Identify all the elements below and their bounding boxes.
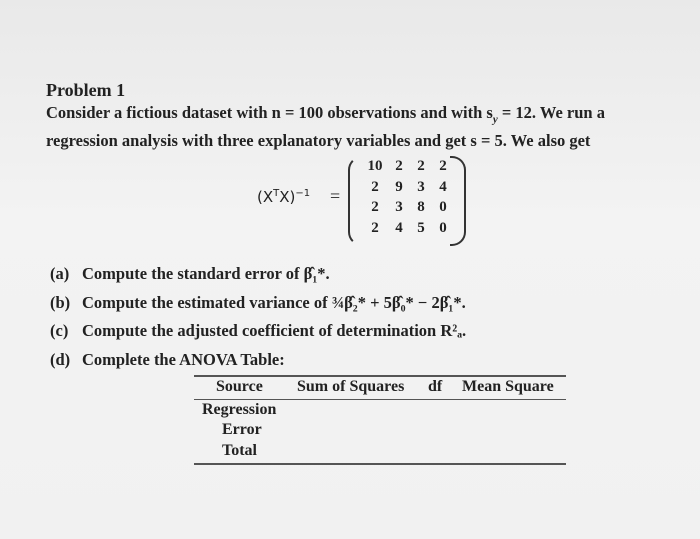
- header-ss: Sum of Squares: [297, 378, 405, 395]
- header-source: Source: [216, 378, 263, 395]
- intro-subscript: y: [492, 113, 498, 126]
- lhs-sup: T: [273, 188, 280, 199]
- question-list: [50, 260, 466, 374]
- question-text: Compute the estimated variance of ¾β̂₂* + 5β̂₀* − 2β̂₁*.: [82, 292, 466, 312]
- matrix-cell: 4: [439, 178, 447, 195]
- table-bottom-rule: [194, 463, 566, 465]
- table-header-rule: [194, 399, 566, 400]
- matrix-cell: 4: [395, 219, 403, 236]
- matrix-cell: 5: [417, 219, 425, 236]
- matrix-cell: 2: [439, 158, 447, 174]
- matrix-cell: 10: [367, 158, 383, 174]
- question-item: [50, 289, 466, 318]
- question-label: (d): [50, 349, 71, 369]
- matrix-cell: 0: [439, 219, 447, 236]
- question-text: Compute the standard error of β̂₁*.: [82, 264, 330, 283]
- question-text: Compute the adjusted coefficient of determination R²ₐ.: [82, 321, 467, 340]
- matrix-cell: 3: [417, 178, 425, 195]
- row-total: Total: [222, 442, 257, 459]
- matrix-cell: 2: [417, 158, 425, 174]
- matrix: [348, 156, 466, 242]
- lhs-tail: X): [279, 188, 296, 206]
- intro-line-2: regression analysis with three explanatory variables and get s = 5. We also get: [46, 131, 591, 151]
- matrix-cell: 2: [371, 219, 379, 236]
- matrix-grid: [362, 158, 454, 240]
- question-label: (a): [50, 264, 70, 283]
- question-text: Complete the ANOVA Table:: [82, 349, 285, 369]
- matrix-cell: 2: [371, 199, 379, 215]
- equals-sign: =: [330, 186, 341, 206]
- table-top-rule: [194, 375, 566, 377]
- matrix-cell: 8: [417, 199, 425, 215]
- question-item: [50, 260, 466, 289]
- intro-line-1-tail: = 12. We run a: [497, 103, 605, 122]
- row-error: Error: [222, 421, 262, 438]
- problem-title: Problem 1: [46, 80, 126, 100]
- matrix-cell: 0: [439, 199, 447, 215]
- question-label: (c): [50, 321, 69, 340]
- matrix-cell: 9: [395, 178, 403, 195]
- lhs-part: (X: [257, 188, 274, 206]
- lhs-inverse: −1: [295, 188, 311, 199]
- question-item: [50, 317, 466, 346]
- header-ms: Mean Square: [462, 378, 554, 395]
- matrix-cell: 3: [395, 199, 403, 215]
- question-item: [50, 346, 466, 375]
- matrix-cell: 2: [371, 178, 379, 195]
- row-regression: Regression: [202, 401, 277, 418]
- matrix-label: [257, 188, 310, 206]
- header-df: df: [428, 378, 443, 395]
- problem-intro: [46, 102, 686, 152]
- right-paren: [450, 156, 466, 246]
- matrix-cell: 2: [395, 158, 403, 174]
- intro-line-1: Consider a fictious dataset with n = 100 observations and with s: [46, 103, 493, 122]
- question-label: (b): [50, 292, 71, 312]
